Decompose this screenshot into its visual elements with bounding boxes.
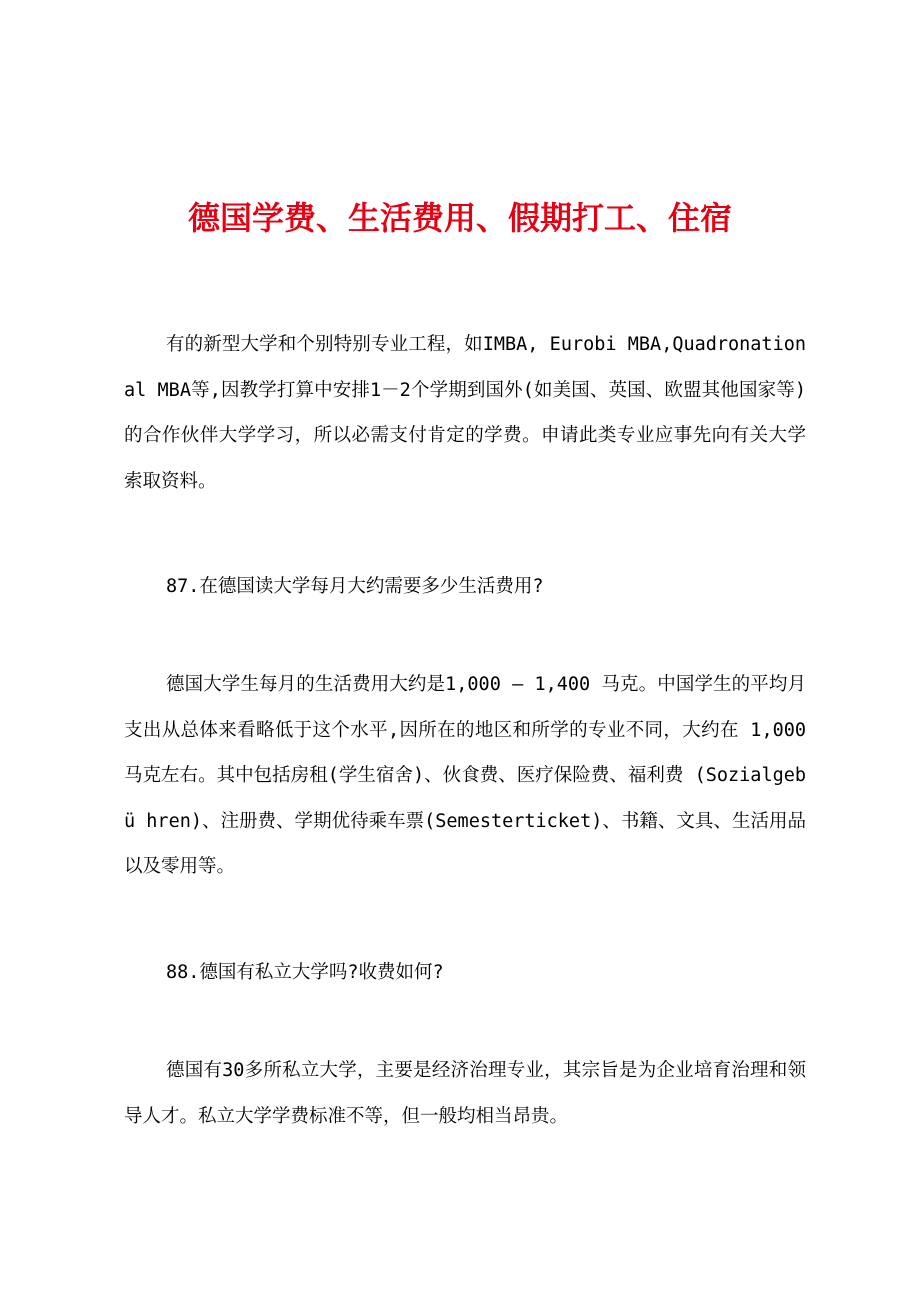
paragraph-tuition: 有的新型大学和个别特别专业工程，如IMBA, Eurobi MBA,Quadronational MBA等,因教学打算中安排1－2个学期到国外(如美国、英国、欧盟其他国家等)的合作伙伴大学学习，所以必需支付肯定的学费。申请此类专业应事先向有关大学索取资料。 [124,334,806,492]
document-title: 德国学费、生活费用、假期打工、住宿 [187,199,732,237]
paragraph-living-costs: 德国大学生每月的生活费用大约是1,000 – 1,400 马克。中国学生的平均月支出从总体来看略低于这个水平,因所在的地区和所学的专业不同，大约在 1,000 马克左右。其中包括房租(学生宿舍)、伙食费、医疗保险费、福利费 (Sozialgeb ü hren)、注册费、学期优待乘车票(Semesterticket)、书籍、文具、生活用品以及零用等。 [124,674,806,877]
paragraph-private-universities: 德国有30多所私立大学，主要是经济治理专业，其宗旨是为企业培育治理和领导人才。私立大学学费标准不等，但一般均相当昂贵。 [124,1060,806,1127]
question-87: 87.在德国读大学每月大约需要多少生活费用? [166,576,544,597]
question-88: 88.德国有私立大学吗?收费如何? [166,962,444,983]
